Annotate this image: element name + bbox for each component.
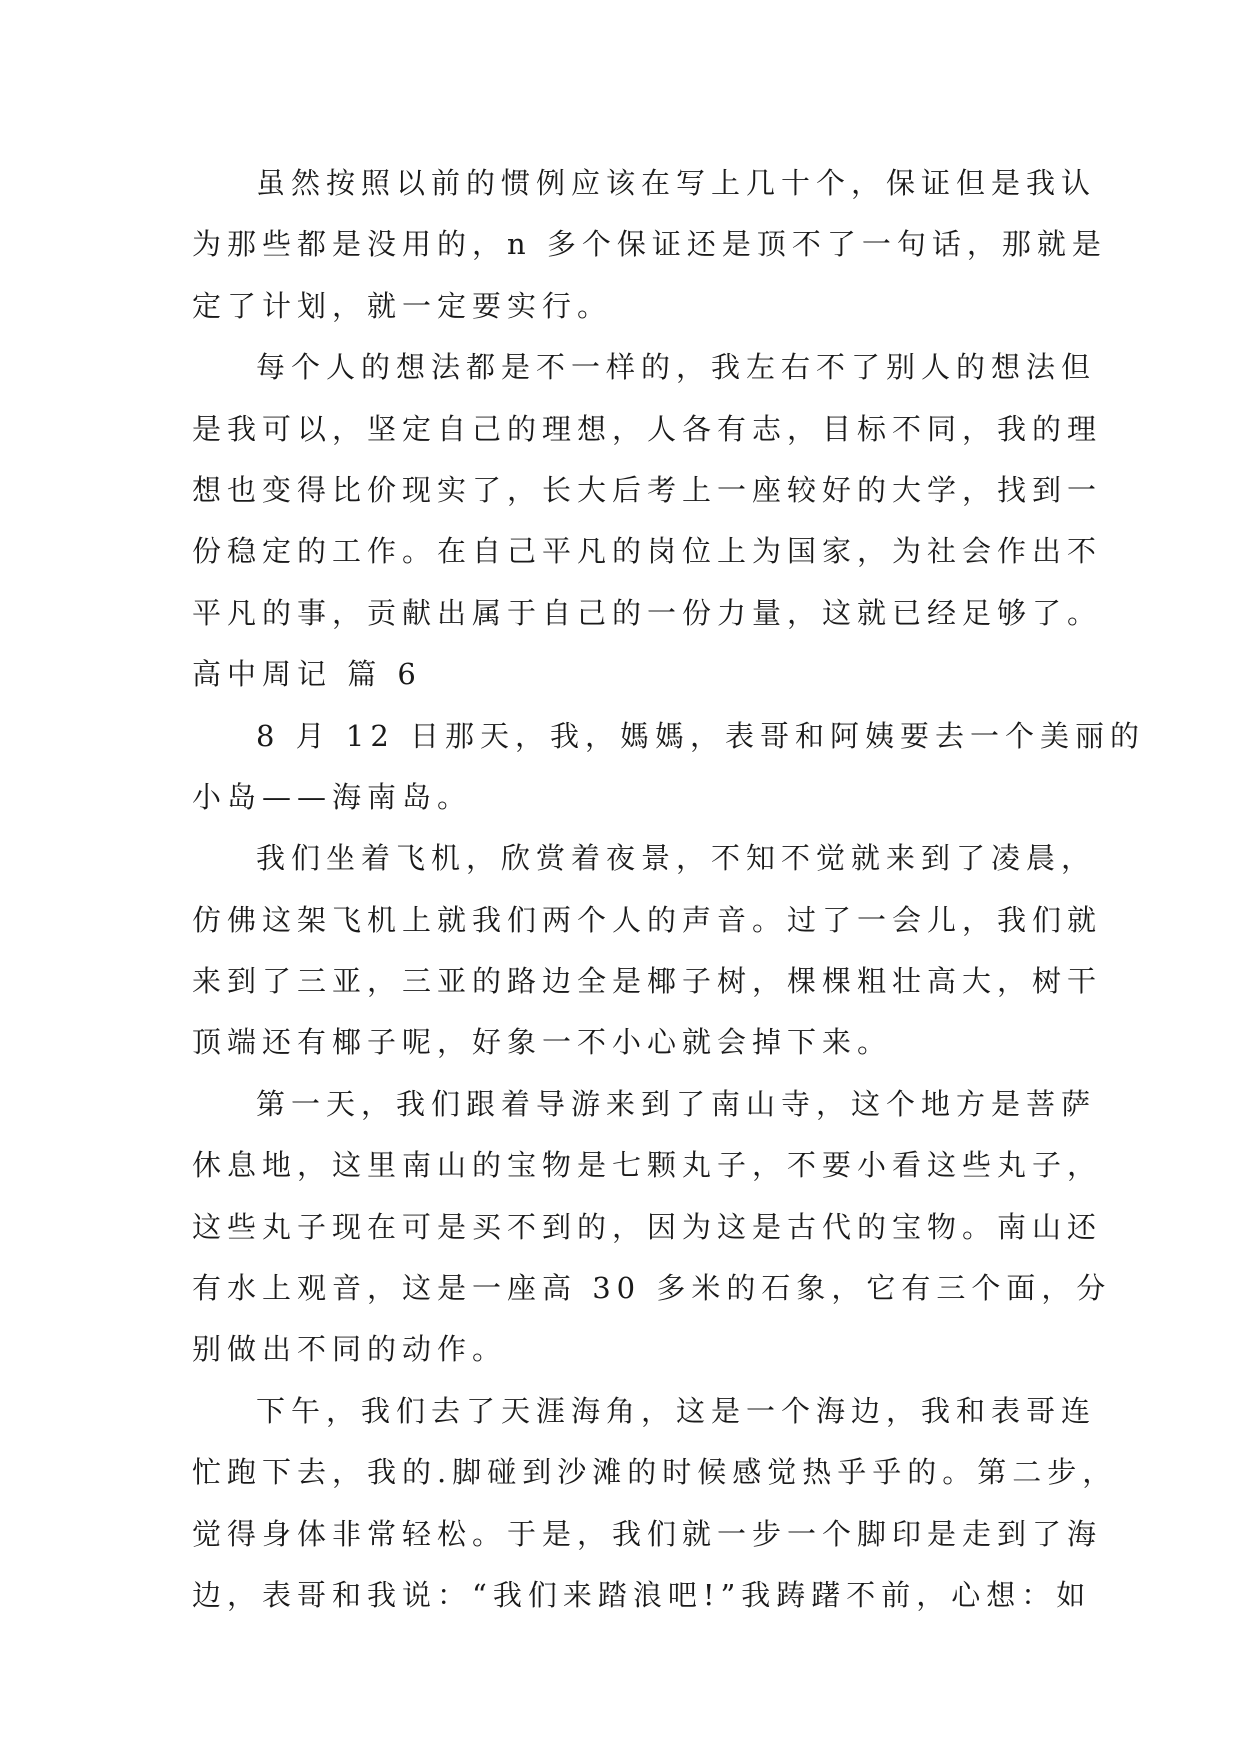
paragraph-line: 8 月 12 日那天，我，媽媽，表哥和阿姨要去一个美丽的 (256, 718, 1146, 753)
paragraph-line: 小岛——海南岛。 (192, 779, 473, 814)
paragraph-line: 是我可以，坚定自己的理想，人各有志，目标不同，我的理 (192, 411, 1103, 446)
paragraph-line: 每个人的想法都是不一样的，我左右不了别人的想法但 (256, 350, 1097, 385)
paragraph-line: 忙跑下去，我的.脚碰到沙滩的时候感觉热乎乎的。第二步， (192, 1455, 1118, 1490)
paragraph-line: 定了计划，就一定要实行。 (192, 288, 613, 323)
paragraph-line: 边，表哥和我说：“我们来踏浪吧!”我踌躇不前，心想：如 (192, 1577, 1092, 1612)
document-body (192, 163, 1146, 1636)
paragraph-line: 想也变得比价现实了，长大后考上一座较好的大学，找到一 (192, 472, 1103, 507)
paragraph-line: 下午，我们去了天涯海角，这是一个海边，我和表哥连 (256, 1393, 1097, 1428)
paragraph-line: 这些丸子现在可是买不到的，因为这是古代的宝物。南山还 (192, 1209, 1103, 1244)
paragraph-line: 顶端还有椰子呢，好象一不小心就会掉下来。 (192, 1025, 893, 1060)
paragraph-line: 有水上观音，这是一座高 30 多米的石象，它有三个面，分 (192, 1271, 1112, 1306)
paragraph-line: 份稳定的工作。在自己平凡的岗位上为国家，为社会作出不 (192, 534, 1103, 569)
paragraph-line: 我们坐着飞机，欣赏着夜景，不知不觉就来到了凌晨， (256, 841, 1097, 876)
paragraph-line: 觉得身体非常轻松。于是，我们就一步一个脚印是走到了海 (192, 1516, 1103, 1551)
section-heading: 高中周记 篇 6 (192, 657, 422, 692)
paragraph-line: 仿佛这架飞机上就我们两个人的声音。过了一会儿，我们就 (192, 902, 1103, 937)
paragraph-line: 来到了三亚，三亚的路边全是椰子树，棵棵粗壮高大，树干 (192, 964, 1103, 999)
paragraph-line: 休息地，这里南山的宝物是七颗丸子，不要小看这些丸子， (192, 1148, 1103, 1183)
paragraph-line: 为那些都是没用的，n 多个保证还是顶不了一句话，那就是 (192, 227, 1107, 262)
paragraph-line: 第一天，我们跟着导游来到了南山寺，这个地方是菩萨 (256, 1086, 1097, 1121)
paragraph-line: 平凡的事，贡献出属于自己的一份力量，这就已经足够了。 (192, 595, 1103, 630)
paragraph-line: 虽然按照以前的惯例应该在写上几十个，保证但是我认 (256, 166, 1097, 200)
paragraph-line: 别做出不同的动作。 (192, 1332, 508, 1367)
